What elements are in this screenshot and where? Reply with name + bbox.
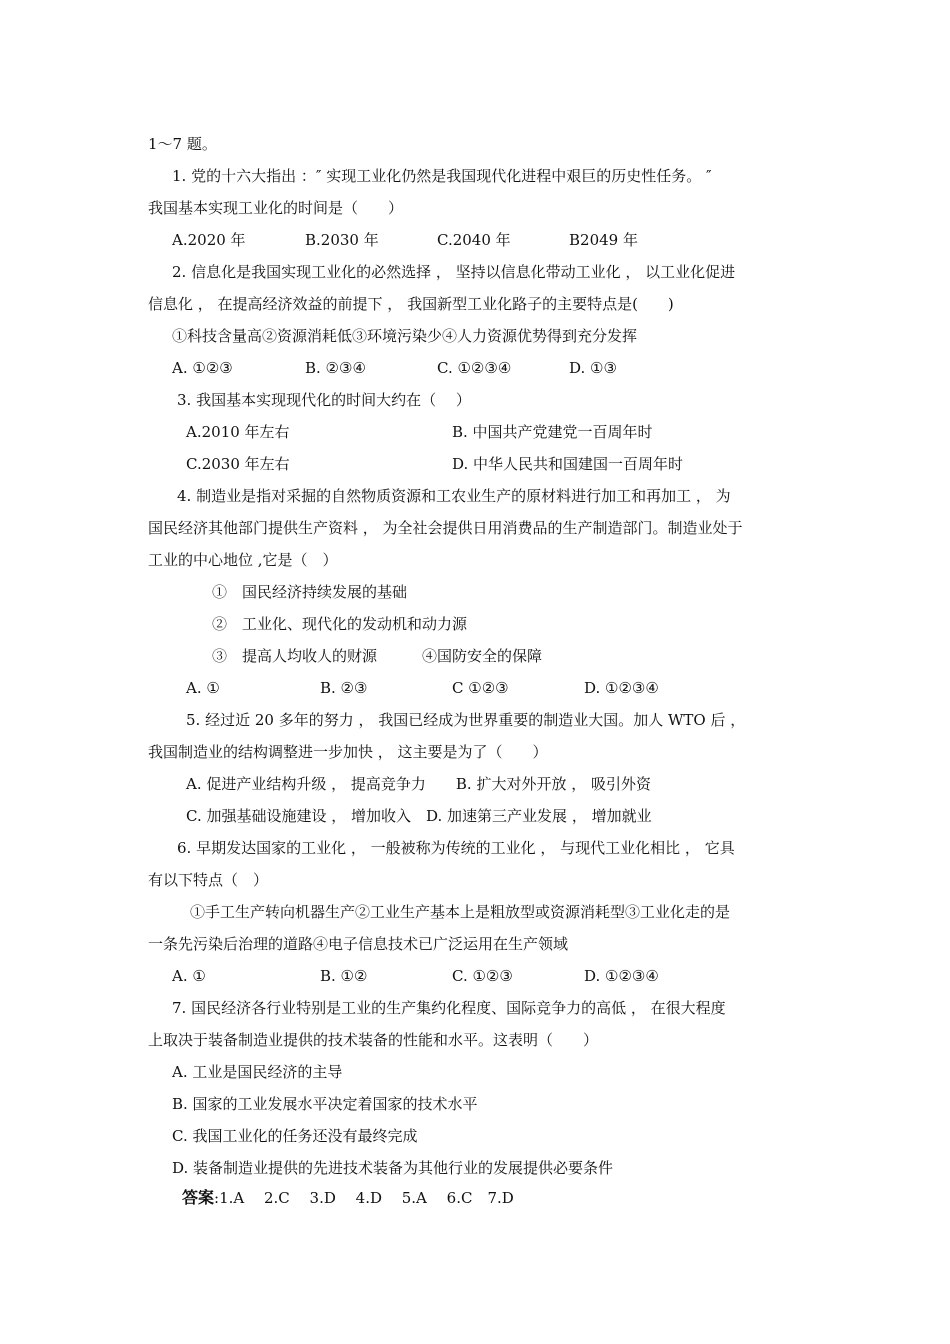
- q3-option-c: C.2030 年左右: [186, 455, 290, 473]
- q1-option-d: B2049 年: [569, 231, 638, 249]
- q2-option-a: A. ①②③: [172, 359, 233, 377]
- q7-stem-line1: 7. 国民经济各行业特别是工业的生产集约化程度、国际竞争力的高低 ， 在很大程度: [172, 999, 726, 1017]
- q1-option-c: C.2040 年: [437, 231, 511, 249]
- q2-stem-line2: 信息化 ， 在提高经济效益的前提下 ， 我国新型工业化路子的主要特点是( ): [148, 295, 674, 313]
- q5-stem-line2: 我国制造业的结构调整进一步加快 ， 这主要是为了（ ）: [148, 743, 548, 761]
- q2-option-b: B. ②③④: [305, 359, 366, 377]
- q6-option-d: D. ①②③④: [584, 967, 659, 985]
- q6-stem-line2: 有以下特点（ ）: [148, 871, 269, 889]
- q3-option-a: A.2010 年左右: [186, 423, 290, 441]
- q4-option-b: B. ②③: [320, 679, 368, 697]
- q4-option-d: D. ①②③④: [584, 679, 659, 697]
- q7-option-b: B. 国家的工业发展水平决定着国家的技术水平: [172, 1095, 478, 1113]
- q4-item-3: ③ 提高人均收人的财源 ④国防安全的保障: [212, 647, 543, 665]
- q4-option-c: C ①②③: [452, 679, 509, 697]
- q2-items: ①科技含量高②资源消耗低③环境污染少④人力资源优势得到充分发挥: [172, 327, 638, 345]
- q7-stem-line2: 上取决于装备制造业提供的技术装备的性能和水平。这表明（ ）: [148, 1031, 599, 1049]
- q4-stem-line3: 工业的中心地位 ,它是（ ）: [148, 551, 338, 569]
- q5-options-cd: C. 加强基础设施建设 ， 增加收入 D. 加速第三产业发展 ， 增加就业: [186, 807, 652, 825]
- q4-option-a: A. ①: [186, 679, 220, 697]
- q6-items-line1: ①手工生产转向机器生产②工业生产基本上是粗放型或资源消耗型③工业化走的是: [190, 903, 731, 921]
- answer-label: 答案: [182, 1188, 215, 1207]
- q4-item-2: ② 工业化、现代化的发动机和动力源: [212, 615, 468, 633]
- q1-option-b: B.2030 年: [305, 231, 379, 249]
- q2-stem-line1: 2. 信息化是我国实现工业化的必然选择 ， 坚持以信息化带动工业化 ， 以工业化促进: [172, 263, 736, 281]
- q1-stem-line1: 1. 党的十六大指出 ：″ 实现工业化仍然是我国现代化进程中艰巨的历史性任务。 ″: [172, 167, 712, 185]
- q6-items-line2: 一条先污染后治理的道路④电子信息技术已广泛运用在生产领域: [148, 935, 569, 953]
- q4-stem-line2: 国民经济其他部门提供生产资料 ， 为全社会提供日用消费品的生产制造部门。制造业处于: [148, 519, 743, 537]
- q3-option-d: D. 中华人民共和国建国一百周年时: [452, 455, 684, 473]
- q5-options-ab: A. 促进产业结构升级 ， 提高竞争力 B. 扩大对外开放 ， 吸引外资: [186, 775, 652, 793]
- q1-option-a: A.2020 年: [172, 231, 246, 249]
- q3-stem-line1: 3. 我国基本实现现代化的时间大约在（ ）: [177, 391, 471, 409]
- q2-option-c: C. ①②③④: [437, 359, 512, 377]
- q7-option-c: C. 我国工业化的任务还没有最终完成: [172, 1127, 418, 1145]
- q5-stem-line1: 5. 经过近 20 多年的努力 ， 我国已经成为世界重要的制造业大国。加人 WTO 后 ，: [186, 711, 746, 729]
- q6-option-a: A. ①: [172, 967, 206, 985]
- q6-option-c: C. ①②③: [452, 967, 513, 985]
- q6-option-b: B. ①②: [320, 967, 368, 985]
- answer-text: :1.A 2.C 3.D 4.D 5.A 6.C 7.D: [214, 1189, 514, 1207]
- q7-option-d: D. 装备制造业提供的先进技术装备为其他行业的发展提供必要条件: [172, 1159, 614, 1177]
- q6-stem-line1: 6. 早期发达国家的工业化 ， 一般被称为传统的工业化 ， 与现代工业化相比 ， 它具: [177, 839, 735, 857]
- q4-item-1: ① 国民经济持续发展的基础: [212, 583, 408, 601]
- intro-line: 1～7 题。: [148, 135, 217, 153]
- q3-option-b: B. 中国共产党建党一百周年时: [452, 423, 653, 441]
- q7-option-a: A. 工业是国民经济的主导: [172, 1063, 343, 1081]
- answer-line: [182, 1188, 514, 1208]
- q4-stem-line1: 4. 制造业是指对采掘的自然物质资源和工农业生产的原材料进行加工和再加工 ， 为: [177, 487, 731, 505]
- q2-option-d: D. ①③: [569, 359, 617, 377]
- q1-stem-line2: 我国基本实现工业化的时间是（ ）: [148, 199, 404, 217]
